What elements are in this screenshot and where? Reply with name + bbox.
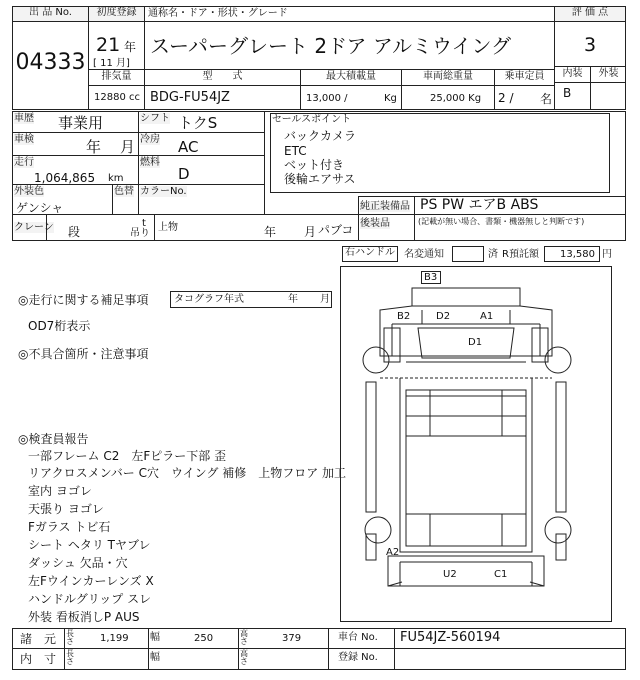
inner-height-label: 高さ: [240, 649, 248, 666]
mileage-unit: km: [108, 173, 124, 184]
inspector-label: ◎検査員報告: [18, 432, 89, 446]
damage-label-b3: B3: [421, 271, 441, 284]
inspector-item-5: Fガラス トビ石: [28, 520, 111, 534]
mileage-label: 走行: [14, 157, 34, 168]
inspector-item-2: リアクロスメンバー C穴 ウイング 補修 上物フロア 加工: [28, 466, 347, 480]
grade-label: 評 価 点: [555, 7, 625, 21]
damage-label-u2: U2: [443, 569, 457, 580]
damage-label-d1: D1: [468, 337, 483, 348]
reg-year: 21: [96, 34, 121, 56]
inspection-label: 車検: [14, 134, 34, 145]
reg-month: [ 11 月]: [93, 58, 130, 69]
damage-label-a1: A1: [480, 311, 494, 322]
damage-label-d2: D2: [436, 311, 451, 322]
color-value: ゲンシャ: [16, 201, 64, 215]
retrofit-note: (記載が無い場合、書類・機器無しと判断です): [418, 217, 585, 226]
recycle-unit: 円: [602, 249, 612, 260]
recycle-value: 13,580: [560, 249, 595, 260]
maxload-value: 13,000 /: [306, 93, 348, 104]
color-no-label: 色替: [114, 186, 134, 197]
grade-value: 3: [583, 34, 597, 56]
inspector-item-4: 天張り ヨゴレ: [28, 502, 104, 516]
inspector-item-1: 一部フレーム C2 左Fピラー下部 歪: [28, 449, 227, 463]
inspector-item-3: 室内 ヨゴレ: [28, 484, 92, 498]
meter-box: [452, 246, 484, 262]
sales-point-1: バックカメラ: [284, 129, 357, 143]
model-label: 型 式: [202, 71, 243, 82]
meter-over: 済: [488, 249, 498, 260]
inspection-year: 年: [86, 138, 102, 156]
fuel-label: 燃料: [140, 157, 160, 168]
inner-width-label: 幅: [150, 652, 160, 663]
history-label: 車歴: [14, 113, 34, 124]
sales-point-2: ETC: [284, 144, 307, 158]
inner-label: 内 寸: [20, 652, 57, 666]
int-value: B: [563, 86, 572, 100]
history-value: 事業用: [58, 114, 104, 132]
gross-value: 25,000 Kg: [430, 93, 482, 104]
name-label: 通称名・ドア・形状・グレード: [148, 8, 288, 19]
chassis-value: FU54JZ-560194: [400, 630, 501, 645]
vehicle-title: スーパーグレート 2ドア アルミウイング: [150, 34, 512, 58]
crane-stage: 段: [68, 225, 81, 239]
retrofit-label: 後装品: [360, 218, 390, 229]
driving-label: ◎走行に関する補足事項: [18, 293, 149, 307]
truck-diagram: [340, 266, 612, 622]
body-label: 上物: [158, 222, 178, 233]
crane-hang: 吊り: [130, 228, 150, 239]
inspection-month: 月: [120, 138, 136, 156]
shift-label: シフト: [140, 113, 170, 124]
maxload-unit: Kg: [384, 93, 397, 104]
shift-value: トクS: [178, 114, 218, 132]
first-reg-label: 初度登録: [89, 7, 144, 21]
reg-year-unit: 年: [124, 40, 137, 54]
handle-text: 右ハンドル: [345, 247, 395, 258]
capacity-value: 2 /: [498, 91, 514, 105]
height-label: 高さ: [240, 629, 248, 646]
meter-label: 名変通知: [404, 249, 444, 260]
int-label: 内装: [562, 68, 583, 79]
reg-label: 登録 No.: [338, 652, 378, 663]
defects-label: ◎不具合箇所・注意事項: [18, 347, 149, 361]
height-value: 379: [282, 633, 302, 644]
driving-text: OD7桁表示: [28, 319, 91, 333]
sales-point-4: 後輪エアサス: [284, 172, 356, 186]
chassis-label: 車台 No.: [338, 632, 378, 643]
equip-label: 純正装備品: [360, 201, 410, 212]
inspector-item-8: 左Fウインカーレンズ X: [28, 574, 154, 588]
equip-value: PS PW エアB ABS: [420, 197, 539, 213]
width-label: 幅: [150, 632, 160, 643]
inspector-item-10: 外装 看板消しP AUS: [28, 610, 140, 624]
length-value: 1,199: [100, 633, 129, 644]
sales-label: セールスポイント: [272, 114, 352, 125]
model-value: BDG-FU54JZ: [150, 90, 230, 105]
handle-box: [342, 246, 398, 262]
aircon-value: AC: [178, 138, 199, 156]
ext-label: 外装: [598, 68, 619, 79]
capacity-unit: 名: [540, 92, 553, 106]
maxload-label: 最大積載量: [326, 71, 376, 82]
inspector-item-6: シート ヘタリ Tヤブレ: [28, 538, 151, 552]
damage-label-c1: C1: [494, 569, 508, 580]
capacity-label: 乗車定員: [504, 71, 545, 82]
disp-value: 12880 cc: [94, 92, 140, 103]
lot-label: 出 品 No.: [13, 7, 88, 21]
mileage-value: 1,064,865: [34, 171, 96, 185]
aircon-label: 冷房: [140, 134, 160, 145]
tacho-year: 年: [288, 294, 298, 305]
tacho-label: タコグラフ年式: [174, 294, 244, 305]
color-label: 外装色: [14, 186, 44, 197]
inner-length-label: 長さ: [66, 649, 74, 666]
inspector-item-9: ハンドルグリップ スレ: [28, 592, 152, 606]
width-value: 250: [194, 633, 214, 644]
length-label: 長さ: [66, 629, 74, 646]
fuel-value: D: [178, 165, 190, 183]
inspector-item-7: ダッシュ 欠品・穴: [28, 556, 128, 570]
damage-label-a2: A2: [386, 547, 400, 558]
recycle-label: R預託額: [502, 249, 539, 260]
crane-label: クレーン: [14, 222, 54, 233]
gross-label: 車両総重量: [423, 71, 473, 82]
lot-number: 04333: [15, 50, 86, 75]
damage-label-b2: B2: [397, 311, 411, 322]
color-no2-label: カラーNo.: [140, 186, 187, 197]
sales-point-3: ベット付き: [284, 158, 345, 172]
dim-label: 諸 元: [20, 632, 57, 646]
crane-t: t: [142, 218, 146, 229]
body-year: 年: [264, 225, 277, 239]
body-month: 月: [304, 225, 317, 239]
body-maker: パブコ: [318, 223, 354, 237]
tacho-month: 月: [320, 294, 330, 305]
disp-label: 排気量: [101, 71, 132, 82]
